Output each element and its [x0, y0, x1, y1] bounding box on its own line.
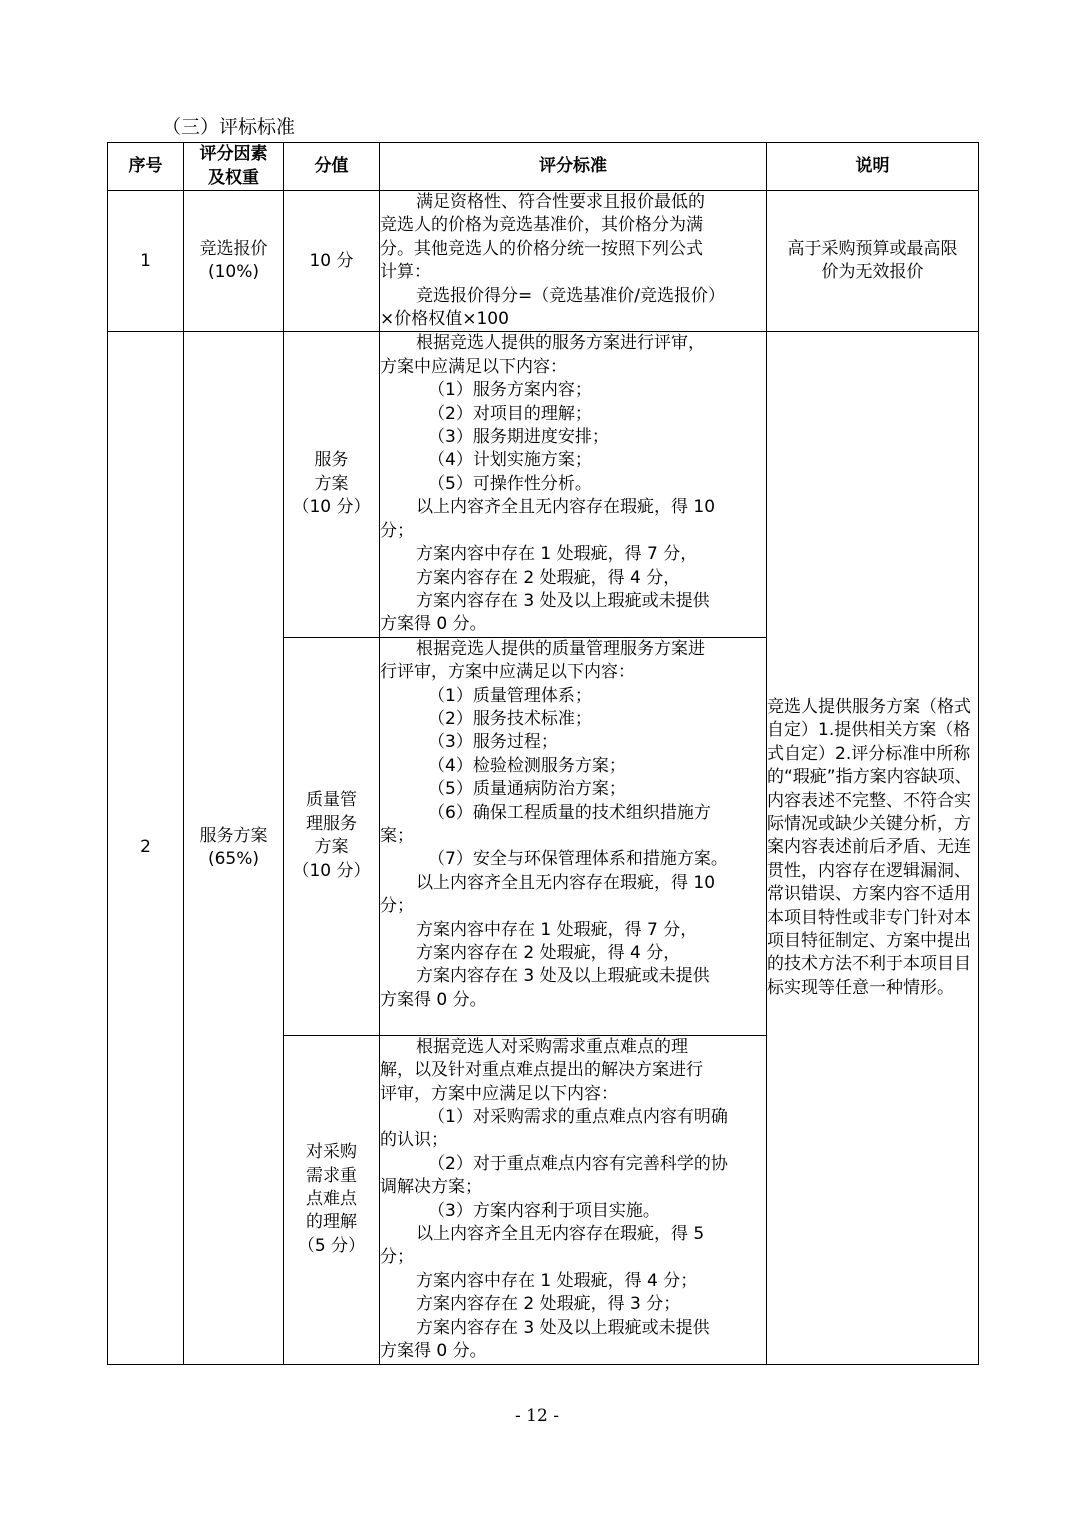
criteria-line: 以上内容齐全且无内容存在瑕疵，得 10 [416, 872, 716, 893]
header-factor-line2: 及权重 [208, 167, 259, 188]
row1-score: 10 分 [284, 191, 380, 332]
row1-factor-line1: 竞选报价 [199, 238, 268, 259]
score-line: 方案 [314, 837, 349, 858]
score-line: （10 分） [292, 860, 371, 881]
criteria-line: （3）服务期进度安排； [428, 427, 609, 448]
criteria-line: （5）质量通病防治方案； [428, 779, 626, 800]
page-number: - 12 - [515, 1406, 559, 1426]
score-line: （5 分） [297, 1235, 366, 1256]
criteria-line: 方案内容存在 3 处及以上瑕疵或未提供 [416, 1317, 710, 1338]
table-row [108, 191, 979, 332]
criteria-line: 解，以及针对重点难点提出的解决方案进行 [380, 1060, 703, 1081]
row1-note-line2: 价为无效报价 [821, 262, 924, 283]
row1-criteria [380, 191, 767, 332]
criteria-line: 分； [380, 896, 414, 917]
score-line: 点难点 [306, 1189, 357, 1210]
criteria-line: 方案得 0 分。 [380, 1341, 487, 1361]
criteria-line: 案； [380, 825, 414, 846]
sub2-score [284, 637, 380, 1035]
criteria-line: 的认识； [380, 1130, 448, 1151]
sub2-criteria [380, 637, 767, 1035]
row1-note [767, 191, 979, 332]
criteria-line: （3）方案内容利于项目实施。 [428, 1200, 660, 1221]
sub1-criteria [380, 332, 767, 637]
row2-note [767, 332, 979, 1364]
criteria-line: 根据竞选人提供的质量管理服务方案进 [416, 638, 705, 659]
header-score: 分值 [284, 143, 380, 191]
criteria-line: 根据竞选人提供的服务方案进行评审， [416, 333, 705, 354]
criteria-line: 方案中应满足以下内容： [380, 356, 567, 377]
criteria-line: （2）对于重点难点内容有完善科学的协 [428, 1153, 728, 1174]
criteria-line: 竞选报价得分=（竞选基准价/竞选报价） [416, 285, 725, 306]
score-line: （10 分） [292, 497, 371, 518]
row1-seq: 1 [108, 191, 184, 332]
criteria-line: （1）对采购需求的重点难点内容有明确 [428, 1106, 728, 1127]
criteria-line: 以上内容齐全且无内容存在瑕疵，得 10 [416, 497, 716, 518]
header-note: 说明 [767, 143, 979, 191]
table-header-row [108, 143, 979, 191]
sub1-score [284, 332, 380, 637]
criteria-line: （3）服务过程； [428, 732, 558, 753]
header-factor-line1: 评分因素 [199, 144, 268, 165]
row2-seq: 2 [108, 332, 184, 1364]
row2-factor-line1: 服务方案 [199, 825, 268, 846]
criteria-line: 方案得 0 分。 [380, 614, 487, 635]
criteria-line: 方案得 0 分。 [380, 989, 487, 1010]
criteria-line: （6）确保工程质量的技术组织措施方 [428, 802, 711, 823]
score-line: 理服务 [306, 813, 357, 834]
table-row [108, 332, 979, 637]
criteria-line: 根据竞选人对采购需求重点难点的理 [416, 1036, 688, 1057]
row1-factor [184, 191, 284, 332]
criteria-line: ×价格权值×100 [380, 309, 509, 330]
row2-factor-line2: (65%) [207, 849, 260, 870]
score-line: 对采购 [306, 1142, 357, 1163]
section-title: （三）评标标准 [162, 116, 296, 138]
criteria-line: 计算： [380, 262, 431, 283]
criteria-line: 分。其他竞选人的价格分统一按照下列公式 [380, 238, 703, 259]
criteria-line: （4）检验检测服务方案； [428, 755, 626, 776]
criteria-line: 竞选人的价格为竞选基准价，其价格分为满 [380, 215, 703, 236]
criteria-line: 调解决方案； [380, 1177, 482, 1198]
criteria-line: 分； [380, 520, 414, 541]
criteria-line: 满足资格性、符合性要求且报价最低的 [416, 192, 705, 212]
score-line: 服务 [314, 450, 349, 471]
criteria-line: 行评审，方案中应满足以下内容： [380, 662, 635, 683]
criteria-line: （2）服务技术标准； [428, 708, 592, 729]
criteria-line: （5）可操作性分析。 [428, 473, 592, 494]
evaluation-table [107, 142, 979, 1365]
criteria-line: （7）安全与环保管理体系和措施方案。 [428, 849, 728, 870]
header-seq: 序号 [108, 143, 184, 191]
criteria-line: 方案内容存在 2 处瑕疵，得 3 分； [416, 1294, 681, 1315]
criteria-line: 以上内容齐全且无内容存在瑕疵，得 5 [416, 1223, 705, 1244]
header-factor [184, 143, 284, 191]
row2-factor [184, 332, 284, 1364]
criteria-line: 分； [380, 1247, 414, 1268]
score-line: 的理解 [306, 1212, 357, 1233]
sub3-criteria [380, 1035, 767, 1364]
criteria-line: 方案内容存在 3 处及以上瑕疵或未提供 [416, 966, 710, 987]
row1-factor-line2: (10%) [207, 262, 260, 283]
score-line: 质量管 [306, 790, 357, 811]
criteria-line: 方案内容存在 2 处瑕疵，得 4 分， [416, 943, 681, 963]
score-line: 方案 [314, 473, 349, 494]
row2-note-text: 竞选人提供服务方案（格式自定）1.提供相关方案（格式自定）2.评分标准中所称的“瑕疵”指方案内容缺项、内容表述不完整、不符合实际情况或缺少关键分析，方案内容表述前后矛盾、无连贯性，内容存在逻辑漏洞、常识错误、方案内容不适用本项目特性或非专门针对本项目特征制定、方案中提出的技术方法不利于本项目目标实现等任意一种情形。 [767, 696, 972, 998]
row1-note-line1: 高于采购预算或最高限 [787, 238, 958, 259]
criteria-line: 方案内容存在 3 处及以上瑕疵或未提供 [416, 590, 710, 611]
score-line: 需求重 [306, 1165, 357, 1186]
criteria-line: （1）质量管理体系； [428, 685, 592, 706]
criteria-line: 方案内容存在 2 处瑕疵，得 4 分， [416, 567, 681, 588]
criteria-line: 评审，方案中应满足以下内容： [380, 1083, 618, 1104]
criteria-line: （2）对项目的理解； [428, 403, 592, 424]
header-criteria: 评分标准 [380, 143, 767, 191]
criteria-line: （4）计划实施方案； [428, 450, 592, 471]
criteria-line: （1）服务方案内容； [428, 380, 592, 401]
criteria-line: 方案内容中存在 1 处瑕疵，得 7 分， [416, 544, 698, 565]
criteria-line: 方案内容中存在 1 处瑕疵，得 7 分， [416, 919, 698, 940]
sub3-score [284, 1035, 380, 1364]
criteria-line: 方案内容中存在 1 处瑕疵，得 4 分； [416, 1270, 698, 1291]
